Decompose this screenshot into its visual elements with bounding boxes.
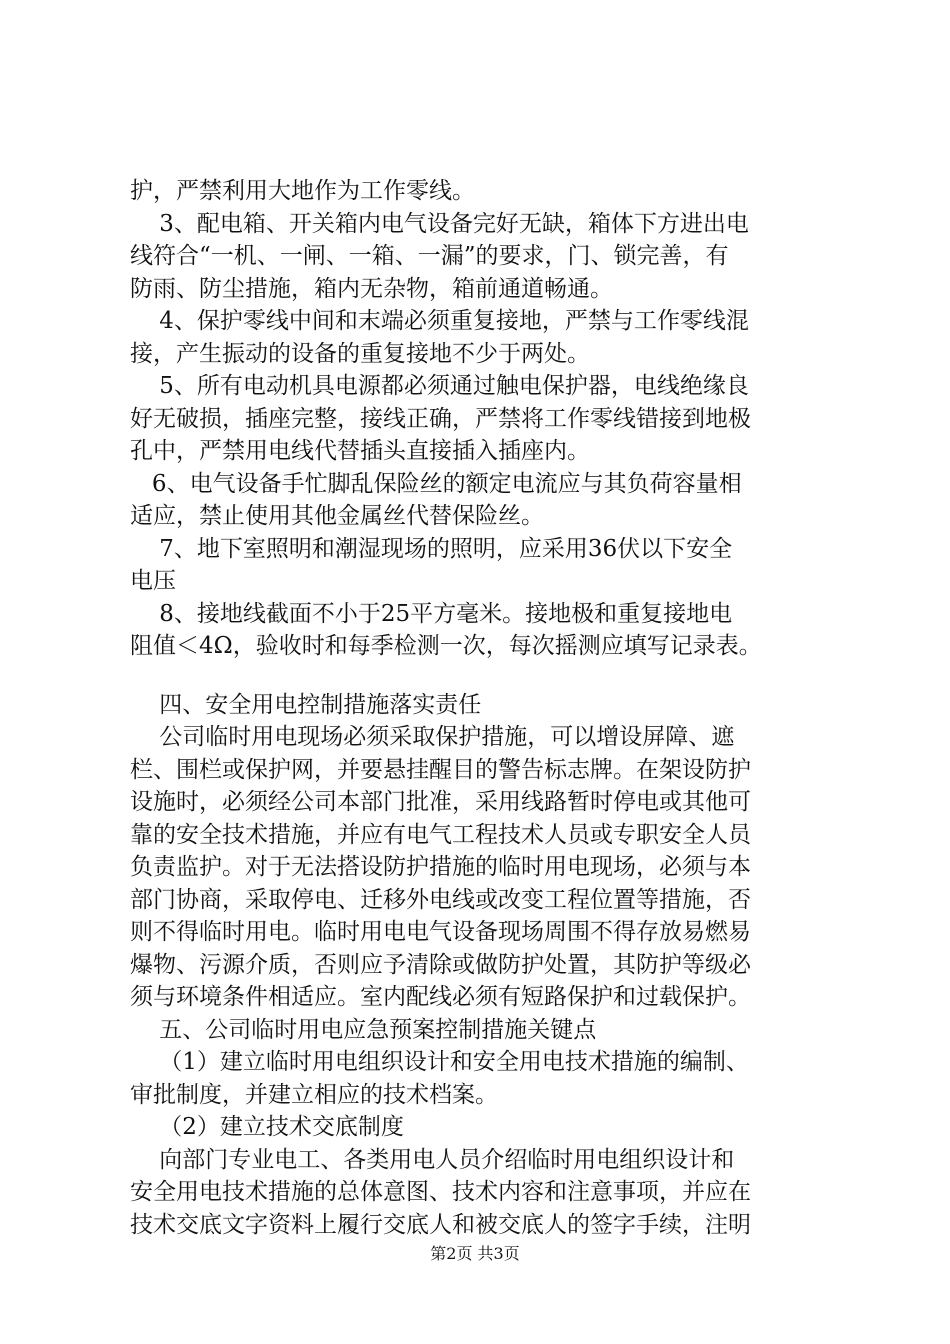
- page-footer: [0, 1244, 950, 1264]
- page-number: 第2页 共3页: [430, 1244, 520, 1263]
- text-line: 须与环境条件相适应。室内配线必须有短路保护和过载保护。: [130, 984, 751, 1010]
- text-line: 7、地下室照明和潮湿现场的照明，应采用36伏以下安全: [130, 535, 733, 562]
- text-line: 向部门专业电工、各类用电人员介绍临时用电组织设计和: [130, 1146, 735, 1173]
- text-line: 8、接地线截面不小于25平方毫米。接地极和重复接地电: [130, 600, 733, 627]
- section-heading: 四、安全用电控制措施落实责任: [130, 691, 482, 718]
- text-line: 3、配电箱、开关箱内电气设备完好无缺，箱体下方进出电: [130, 210, 749, 237]
- paragraph-gap: [130, 663, 830, 689]
- document-body: [130, 175, 830, 1241]
- text-line: 审批制度，并建立相应的技术档案。: [130, 1081, 498, 1108]
- text-line: 设施时，必须经公司本部门批准，采用线路暂时停电或其他可: [130, 789, 751, 815]
- text-line: 爆物、污源介质，否则应予清除或做防护处置，其防护等级必: [130, 951, 751, 978]
- text-line: 则不得临时用电。临时用电电气设备现场周围不得存放易燃易: [130, 919, 751, 945]
- text-line: 适应，禁止使用其他金属丝代替保险丝。: [130, 503, 544, 529]
- text-line: 线符合“一机、一闸、一箱、一漏”的要求，门、锁完善，有: [130, 243, 729, 269]
- text-line: 技术交底文字资料上履行交底人和被交底人的签字手续，注明: [130, 1211, 751, 1238]
- text-line: 好无破损，插座完整，接线正确，严禁将工作零线错接到地极: [130, 405, 751, 432]
- text-line: 栏、围栏或保护网，并要悬挂醒目的警告标志牌。在架设防护: [130, 756, 751, 783]
- text-line: 负责监护。对于无法搭设防护措施的临时用电现场，必须与本: [130, 854, 751, 880]
- text-line: 接，产生振动的设备的重复接地不少于两处。: [130, 340, 590, 367]
- text-line: （1）建立临时用电组织设计和安全用电技术措施的编制、: [130, 1049, 749, 1075]
- text-line: 电压: [130, 568, 176, 594]
- text-line: 部门协商，采取停电、迁移外电线或改变工程位置等措施，否: [130, 886, 751, 913]
- text-line: 安全用电技术措施的总体意图、技术内容和注意事项，并应在: [130, 1179, 751, 1205]
- text-line: 护，严禁利用大地作为工作零线。: [130, 178, 475, 204]
- text-line: 5、所有电动机具电源都必须通过触电保护器，电线绝缘良: [130, 373, 749, 399]
- text-line: 4、保护零线中间和末端必须重复接地，严禁与工作零线混: [130, 308, 749, 334]
- text-line: 6、电气设备手忙脚乱保险丝的额定电流应与其负荷容量相: [130, 470, 742, 497]
- text-line: 公司临时用电现场必须采取保护措施，可以增设屏障、遮: [130, 724, 735, 750]
- text-line: 靠的安全技术措施，并应有电气工程技术人员或专职安全人员: [130, 821, 751, 848]
- subheading: （2）建立技术交底制度: [130, 1114, 404, 1140]
- text-line: 孔中，严禁用电线代替插头直接插入插座内。: [130, 438, 590, 464]
- section-heading: 五、公司临时用电应急预案控制措施关键点: [130, 1016, 597, 1043]
- text-line: 阻值＜4Ω，验收时和每季检测一次，每次摇测应填写记录表。: [130, 633, 762, 659]
- text-line: 防雨、防尘措施，箱内无杂物，箱前通道畅通。: [130, 275, 613, 302]
